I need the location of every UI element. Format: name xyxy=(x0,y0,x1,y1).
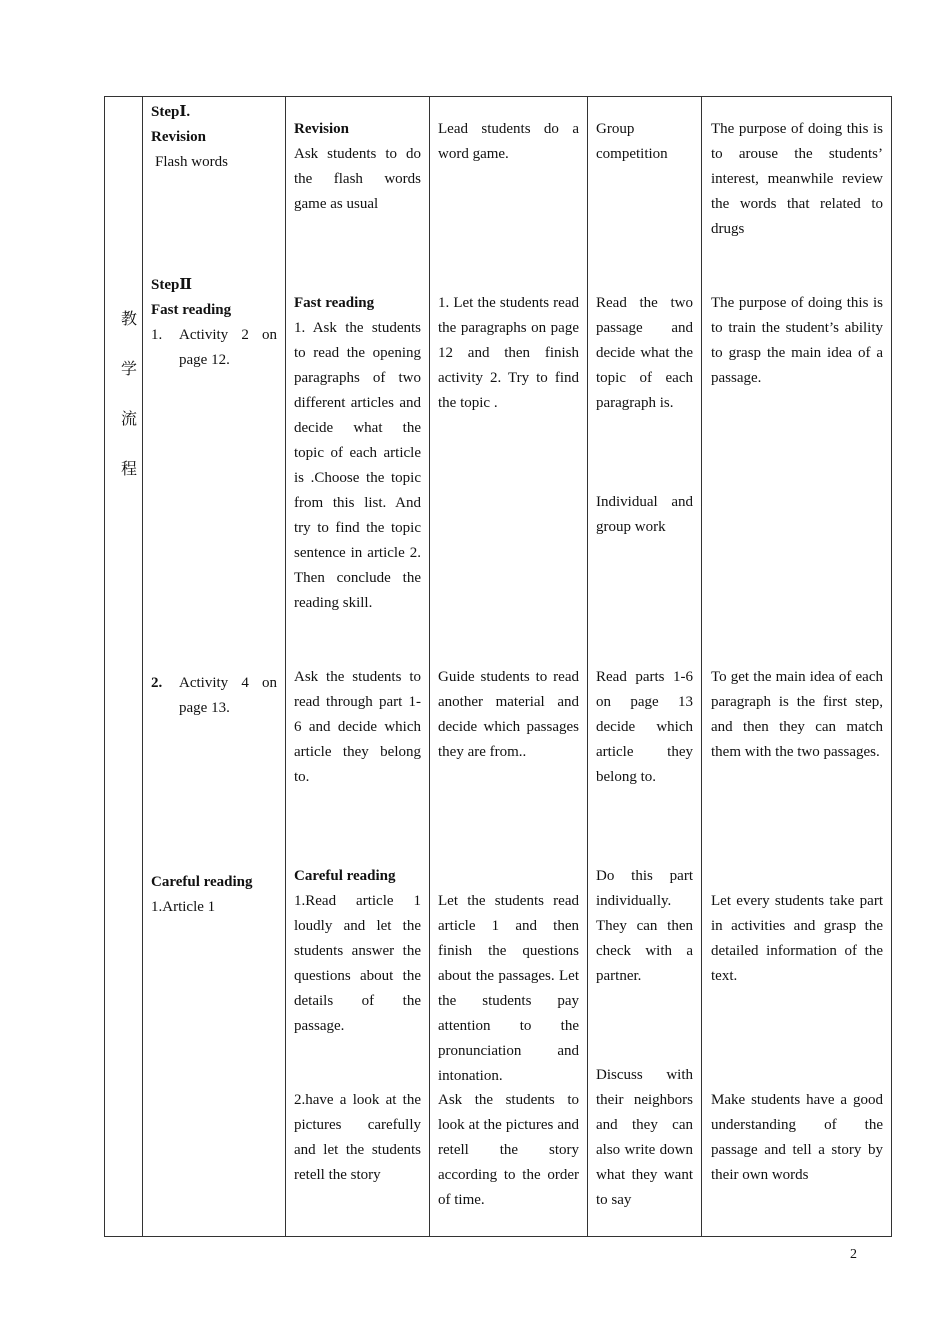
careful-item: 1.Article 1 xyxy=(151,899,216,915)
column-divider xyxy=(587,97,588,1236)
column-divider xyxy=(285,97,286,1236)
activity4-student: Read parts 1-6 on page 13 decide which article they belong to. xyxy=(596,669,693,785)
activity4-cell xyxy=(151,671,277,721)
step2-heading: StepⅡ xyxy=(151,277,192,293)
step2-item1-text: Activity 2 on page 12. xyxy=(179,327,277,368)
step2-cell xyxy=(151,273,277,373)
step1-content-text: Ask students to do the flash words game as usual xyxy=(294,146,421,212)
activity4-content xyxy=(294,665,421,790)
careful-purpose2: Make students have a good understanding of the passage and tell a story by their own words xyxy=(711,1092,883,1183)
careful-teacher1: Let the students read article 1 and then finish the questions about the passages. Let the students pay attention to the pronunciation and intonation. xyxy=(438,893,579,1084)
step2-item1 xyxy=(151,323,277,373)
step1-title: Revision xyxy=(151,129,207,145)
step2-student2: Individual and group work xyxy=(596,494,693,535)
page-number: 2 xyxy=(850,1247,857,1262)
careful-teacher2: Ask the students to look at the pictures and retell the story according to the order of time. xyxy=(438,1092,579,1208)
step1-cell xyxy=(151,100,279,175)
careful-content-title: Careful reading xyxy=(294,868,396,884)
step2-content-title: Fast reading xyxy=(294,295,375,311)
column-divider xyxy=(429,97,430,1236)
careful-student1: Do this part individually. They can then check with a partner. xyxy=(596,868,693,984)
step2-teacher: 1. Let the students read the paragraphs on page 12 and then finish activity 2. Try to find the topic . xyxy=(438,295,579,411)
step2-content xyxy=(294,291,421,616)
activity4-number: 2. xyxy=(151,675,163,691)
side-char: 流 xyxy=(120,411,137,428)
column-divider xyxy=(701,97,702,1236)
careful-content xyxy=(294,864,421,1039)
step2-student: Read the two passage and decide what the topic of each paragraph is. xyxy=(596,295,693,411)
step2-item1-number: 1. xyxy=(151,327,163,343)
step2-title: Fast reading xyxy=(151,302,232,318)
column-divider xyxy=(142,97,143,1236)
activity4-text: Activity 4 on page 13. xyxy=(179,675,277,716)
step2-purpose: The purpose of doing this is to train the student’s ability to grasp the main idea of a passage. xyxy=(711,295,883,386)
step1-student: Group competition xyxy=(596,121,668,162)
careful-student2: Discuss with their neighbors and they can also write down what they want to say xyxy=(596,1067,693,1208)
careful-title: Careful reading xyxy=(151,874,253,890)
step1-heading: StepⅠ. xyxy=(151,104,191,120)
activity4-item xyxy=(151,671,277,721)
activity4-teacher: Guide students to read another material and decide which passages they are from.. xyxy=(438,669,579,760)
side-char: 程 xyxy=(120,461,137,478)
side-char: 教 xyxy=(120,311,137,328)
step1-teacher: Lead students do a word game. xyxy=(438,121,579,162)
step2-content-text: 1. Ask the students to read the opening paragraphs of two different articles and decide what the topic of each article is .Choose the topic from this list. And try to find the topic sentence in article 2. Then conclude the reading skill. xyxy=(294,320,421,611)
step1-item: Flash words xyxy=(155,154,228,170)
step1-content xyxy=(294,117,421,217)
careful-content1: 1.Read article 1 loudly and let the students answer the questions about the details of the passage. xyxy=(294,893,421,1034)
careful-content2-cell xyxy=(294,1088,421,1188)
teaching-process-label xyxy=(117,295,141,495)
careful-cell xyxy=(151,870,279,920)
activity4-purpose: To get the main idea of each paragraph is the first step, and then they can match them with the two passages. xyxy=(711,669,883,760)
activity4-content-text: Ask the students to read through part 1-6 and decide which article they belong to. xyxy=(294,669,421,785)
careful-content2: 2.have a look at the pictures carefully and let the students retell the story xyxy=(294,1092,421,1183)
step1-purpose: The purpose of doing this is to arouse the students’ interest, meanwhile review the words that related to drugs xyxy=(711,121,883,237)
lesson-plan-table xyxy=(104,96,892,1237)
side-char: 学 xyxy=(120,361,137,378)
careful-purpose1: Let every students take part in activities and grasp the detailed information of the text. xyxy=(711,893,883,984)
step1-content-title: Revision xyxy=(294,121,350,137)
